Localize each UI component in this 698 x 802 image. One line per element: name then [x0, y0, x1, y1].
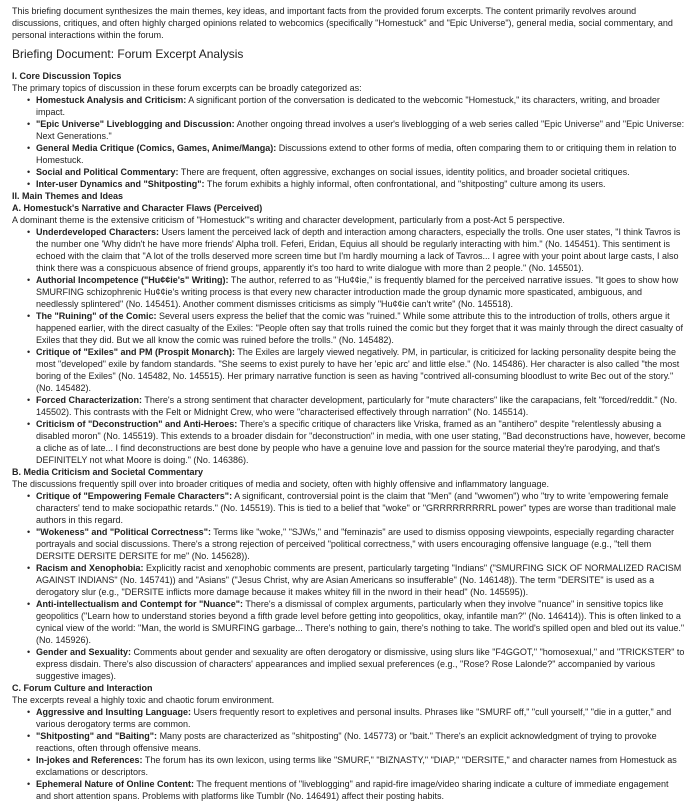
item-text: Explicitly racist and xenophobic comments are present, particularly targeting "Indians" ("SMURFING SICK OF NORMALIZED RACISM AGAINST INDIANS" (No. 145741)) and "Asians" ("Jesus Christ, why are Asian Americans so insufferable" (No. 146148)). The term "DERSITE" is used as a derogatory slur (e.g., "DERSITE inflicts more damage because it makes whitey fill in the nword in their head" (No. 145595)).	[36, 563, 682, 597]
item-label: "Wokeness" and "Political Correctness":	[36, 527, 211, 537]
list-item	[36, 490, 686, 526]
item-text: There's a dismissal of complex arguments, particularly when they involve "nuance" in sensitive topics like geopolitics ("Learn how to understand stories beyond a fifth grade level before getting into geopolitics, okay, infantile man?" (No. 146414)). This is often linked to a cynical view of the world: "Man, the world is SMURFING garbage... There's nothing to gain, there's nothing to take. The world's spilled open and bled out its value." (No. 145926).	[36, 599, 685, 645]
list-item	[36, 778, 686, 802]
list-item	[36, 166, 686, 178]
list-item	[36, 706, 686, 730]
item-label: Critique of "Exiles" and PM (Prospit Monarch):	[36, 347, 236, 357]
subsection-lead: The excerpts reveal a highly toxic and chaotic forum environment.	[12, 695, 275, 705]
list-item	[36, 418, 686, 466]
list-item	[36, 526, 686, 562]
document-title: Briefing Document: Forum Excerpt Analysis	[12, 47, 244, 61]
list-item	[36, 118, 686, 142]
section-heading: II. Main Themes and Ideas	[12, 191, 124, 201]
item-text: The frequent mentions of "liveblogging" and rapid-fire image/video sharing indicate a culture of immediate engagement and short attention spans. Problems with platforms like Tumblr (No. 146491) affect their posting habits.	[36, 779, 669, 801]
item-text: The Exiles are largely viewed negatively. PM, in particular, is criticized for lacking personality despite being the most "developed" exile by fandom standards. "She seems to exist purely to have her 'epic arc' and little else." (No. 145486). Her character is also called "the most boring of the Exiles" (No. 145482, No. 145515). Her primary narrative function is seen as having "contrived all-consuming bloodlust to write Bec out of the story." (No. 145482).	[36, 347, 680, 393]
list-item	[36, 346, 686, 394]
item-text: The forum exhibits a highly informal, often confrontational, and "shitposting" culture among its users.	[204, 179, 606, 189]
bullet-list	[12, 490, 686, 682]
subsection-lead: A dominant theme is the extensive criticism of "Homestuck"'s writing and character development, particularly from a post-Act 5 perspective.	[12, 215, 565, 225]
item-text: Many posts are characterized as "shitposting" (No. 145773) or "bait." There's an explicit acknowledgment of trying to provoke reactions, often through offensive means.	[36, 731, 657, 753]
item-text: Several users express the belief that the comic was "ruined." While some attribute this to the introduction of trolls, others argue it happened earlier, with the direct casualty of the Exiles: "People often say that trolls ruined the comic but they forget that it was mainly through the direct casualty of Exiles that they did. But we all know the comic was ruined before the trolls." (No. 145482).	[36, 311, 684, 345]
list-item	[36, 394, 686, 418]
item-label: "Shitposting" and "Baiting":	[36, 731, 158, 741]
item-label: Aggressive and Insulting Language:	[36, 707, 192, 717]
subsection-lead: The discussions frequently spill over into broader critiques of media and society, often with highly offensive and inflammatory language.	[12, 479, 549, 489]
subsection-heading: A. Homestuck's Narrative and Character Flaws (Perceived)	[12, 203, 263, 213]
item-text: Comments about gender and sexuality are often derogatory or dismissive, using slurs like "F4GGOT," "homosexual," and "TRICKSTER" to express disdain. There's also discussion of characters' appearances and implied sexual preferences (e.g., "Rose? Rose Lalonde?" accompanied by various suggestive images).	[36, 647, 685, 681]
item-text: Discussions extend to other forms of media, often comparing them to or critiquing them in relation to Homestuck.	[36, 143, 677, 165]
section-heading: I. Core Discussion Topics	[12, 71, 122, 81]
intro-paragraph: This briefing document synthesizes the main themes, key ideas, and important facts from the provided forum excerpts. The content primarily revolves around discussions, critiques, and often highly charged opinions related to webcomics (specifically "Homestuck" and "Epic Universe"), general media, social commentary, and personal interactions within the forum.	[12, 6, 673, 40]
item-label: Criticism of "Deconstruction" and Anti-Heroes:	[36, 419, 238, 429]
list-item	[36, 226, 686, 274]
item-label: Gender and Sexuality:	[36, 647, 132, 657]
bullet-list	[12, 226, 686, 466]
item-label: Ephemeral Nature of Online Content:	[36, 779, 195, 789]
item-label: Anti-intellectualism and Contempt for "Nuance":	[36, 599, 244, 609]
item-label: Underdeveloped Characters:	[36, 227, 160, 237]
section-themes	[12, 190, 686, 802]
section-lead: The primary topics of discussion in these forum excerpts can be broadly categorized as:	[12, 83, 362, 93]
item-label: Social and Political Commentary:	[36, 167, 179, 177]
item-text: A significant, controversial point is the claim that "Men" (and "wwomen") who "try to write 'empowering female characters' tend to make sociopathic retards." (No. 145519). This is tied to a belief that "woke" or "GRRRRRRRRRL power" types are worse than traditional male authors in this regard.	[36, 491, 676, 525]
item-label: In-jokes and References:	[36, 755, 143, 765]
list-item	[36, 754, 686, 778]
subsection-heading: C. Forum Culture and Interaction	[12, 683, 153, 693]
item-text: Users frequently resort to expletives and personal insults. Phrases like "SMURF off," "cull yourself," "die in a gutter," and various derogatory terms are common.	[36, 707, 672, 729]
list-item	[36, 94, 686, 118]
item-label: Forced Characterization:	[36, 395, 143, 405]
item-label: General Media Critique (Comics, Games, Anime/Manga):	[36, 143, 277, 153]
item-text: Users lament the perceived lack of depth and interaction among characters, especially the trolls. One user states, "I think Tavros is the number one 'Why didn't he have more friends' Alpha troll. Feferi, Eridan, Equius all should be regularly interacting with him." (No. 145451). This sentiment is echoed with the claim that "A lot of the trolls deserved more screen time but I'm hardly mourning a lack of Tavros... I agree with your point about large casts, I also think there was a conspicuous absence of friend groups, apparently it's too hard to write dialogue with more than 2 people." (No. 145501).	[36, 227, 681, 273]
item-text: There's a strong sentiment that character development, particularly for "mute characters" like the carapacians, felt "forced/reddit." (No. 145502). This contrasts with the Felt or Midnight Crew, who were "characterised effectively through narration" (No. 145514).	[36, 395, 678, 417]
item-text: Another ongoing thread involves a user's liveblogging of a web series called "Epic Universe" and "Epic Universe: Next Generations."	[36, 119, 685, 141]
list-item	[36, 310, 686, 346]
item-label: Racism and Xenophobia:	[36, 563, 144, 573]
item-label: Critique of "Empowering Female Characters":	[36, 491, 233, 501]
bullet-list	[12, 94, 686, 190]
item-label: "Epic Universe" Liveblogging and Discussion:	[36, 119, 235, 129]
list-item	[36, 142, 686, 166]
list-item	[36, 562, 686, 598]
section-core-topics	[12, 70, 686, 190]
bullet-list	[12, 706, 686, 802]
list-item	[36, 178, 686, 190]
item-text: There are frequent, often aggressive, exchanges on social issues, identity politics, and broader societal critiques.	[178, 167, 630, 177]
item-label: Inter-user Dynamics and "Shitposting":	[36, 179, 205, 189]
item-text: A significant portion of the conversation is dedicated to the webcomic "Homestuck," its characters, writing, and broader impact.	[36, 95, 660, 117]
item-label: Authorial Incompetence ("Hu¢¢ie's" Writing):	[36, 275, 229, 285]
item-text: The forum has its own lexicon, using terms like "SMURF," "BIZNASTY," "DIAP," "DERSITE," and character names from Homestuck as exclamations or descriptors.	[36, 755, 677, 777]
item-text: There's a specific critique of characters like Vriska, framed as an "antihero" despite "relentlessly abusing a disabled moron" (No. 145519). This extends to a broader disdain for "deconstruction" in media, with one user stating, "Bad deconstructions have, however, become a cliche as of late... I find deconstructions are best done by people who have a genuine love and passion for the source material they're parodying, and that's DEFINITELY not what Moore is doing." (No. 146386).	[36, 419, 686, 465]
item-text: Terms like "woke," "SJWs," and "feminazis" are used to dismiss opposing viewpoints, especially regarding character portrayals and social discussions. There's a strong rejection of perceived "political correctness," with users encouraging offensive language (e.g., "tell them DERSITE DERSITE DERSITE for me" (No. 145628)).	[36, 527, 675, 561]
list-item	[36, 646, 686, 682]
subsection-heading: B. Media Criticism and Societal Commentary	[12, 467, 204, 477]
list-item	[36, 598, 686, 646]
list-item	[36, 274, 686, 310]
item-label: Homestuck Analysis and Criticism:	[36, 95, 187, 105]
item-text: The author, referred to as "Hu¢¢ie," is frequently blamed for the perceived narrative issues. "It goes to show how SMURFING schizophrenic Hu¢¢ie's writing process is that every new character introduction made the group dynamic more spasticated, ambiguous, and needlessly splintered" (No. 145451). Another comment dismisses criticisms as simply "Hu¢¢ie can't write" (No. 145518).	[36, 275, 679, 309]
list-item	[36, 730, 686, 754]
item-label: The "Ruining" of the Comic:	[36, 311, 157, 321]
